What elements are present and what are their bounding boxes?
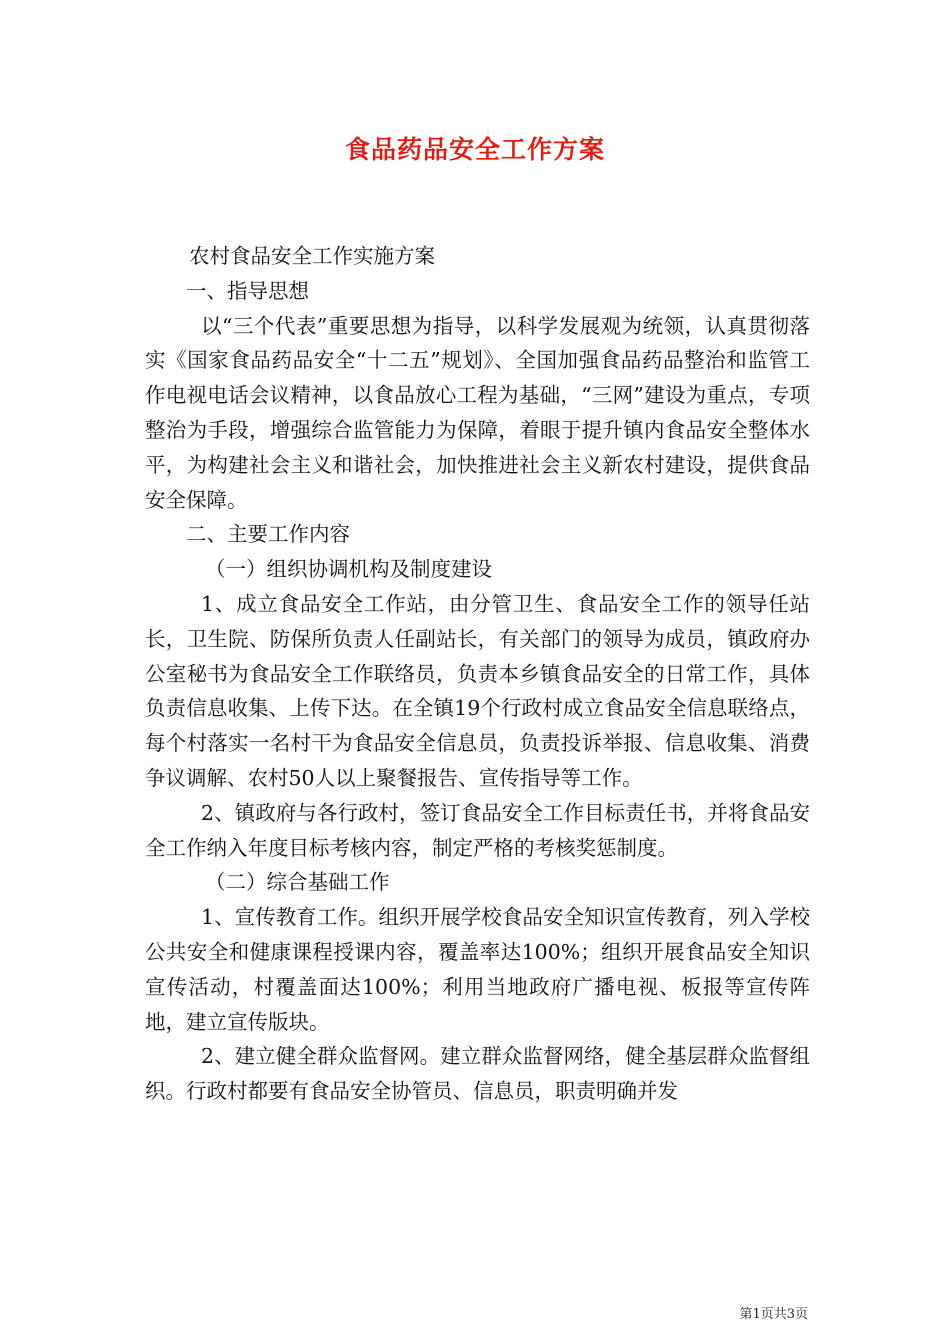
section-heading-1: 一、指导思想 [186,278,309,303]
page-indicator: 第1页共3页 [739,1307,808,1322]
subsection-heading-1: （一）组织协调机构及制度建设 [205,557,492,582]
paragraph-item-3: 1、宣传教育工作。组织开展学校食品安全知识宣传教育，列入学校公共安全和健康课程授课内容，覆盖率达100%；组织开展食品安全知识宣传活动，村覆盖面达100%；利用当地政府广播电视、板报等宣传阵地，建立宣传版块。 [145,905,810,1034]
section-heading-2: 二、主要工作内容 [186,522,350,547]
paragraph-item-4: 2、建立健全群众监督网。建立群众监督网络，健全基层群众监督组织。行政村都要有食品安全协管员、信息员，职责明确并发 [145,1044,810,1104]
subsection-heading-2: （二）综合基础工作 [205,870,390,895]
document-body [145,239,810,1109]
paragraph-item-2: 2、镇政府与各行政村，签订食品安全工作目标责任书，并将食品安全工作纳入年度目标考核内容，制定严格的考核奖惩制度。 [145,800,810,860]
paragraph-subtitle: 农村食品安全工作实施方案 [189,244,435,268]
document-title: 食品药品安全工作方案 [344,135,605,164]
paragraph-item-1: 1、成立食品安全工作站，由分管卫生、食品安全工作的领导任站长，卫生院、防保所负责人任副站长，有关部门的领导为成员，镇政府办公室秘书为食品安全工作联络员，负责本乡镇食品安全的日常工作，具体负责信息收集、上传下达。在全镇19个行政村成立食品安全信息联络点，每个村落实一名村干为食品安全信息员，负责投诉举报、信息收集、消费争议调解、农村50人以上聚餐报告、宣传指导等工作。 [145,591,810,790]
paragraph-guiding-thought: 以“三个代表”重要思想为指导，以科学发展观为统领，认真贯彻落实《国家食品药品安全“十二五”规划》、全国加强食品药品整治和监管工作电视电话会议精神，以食品放心工程为基础，“三网”建设为重点，专项整治为手段，增强综合监管能力为保障，着眼于提升镇内食品安全整体水平，为构建社会主义和谐社会，加快推进社会主义新农村建设，提供食品安全保障。 [145,313,810,512]
